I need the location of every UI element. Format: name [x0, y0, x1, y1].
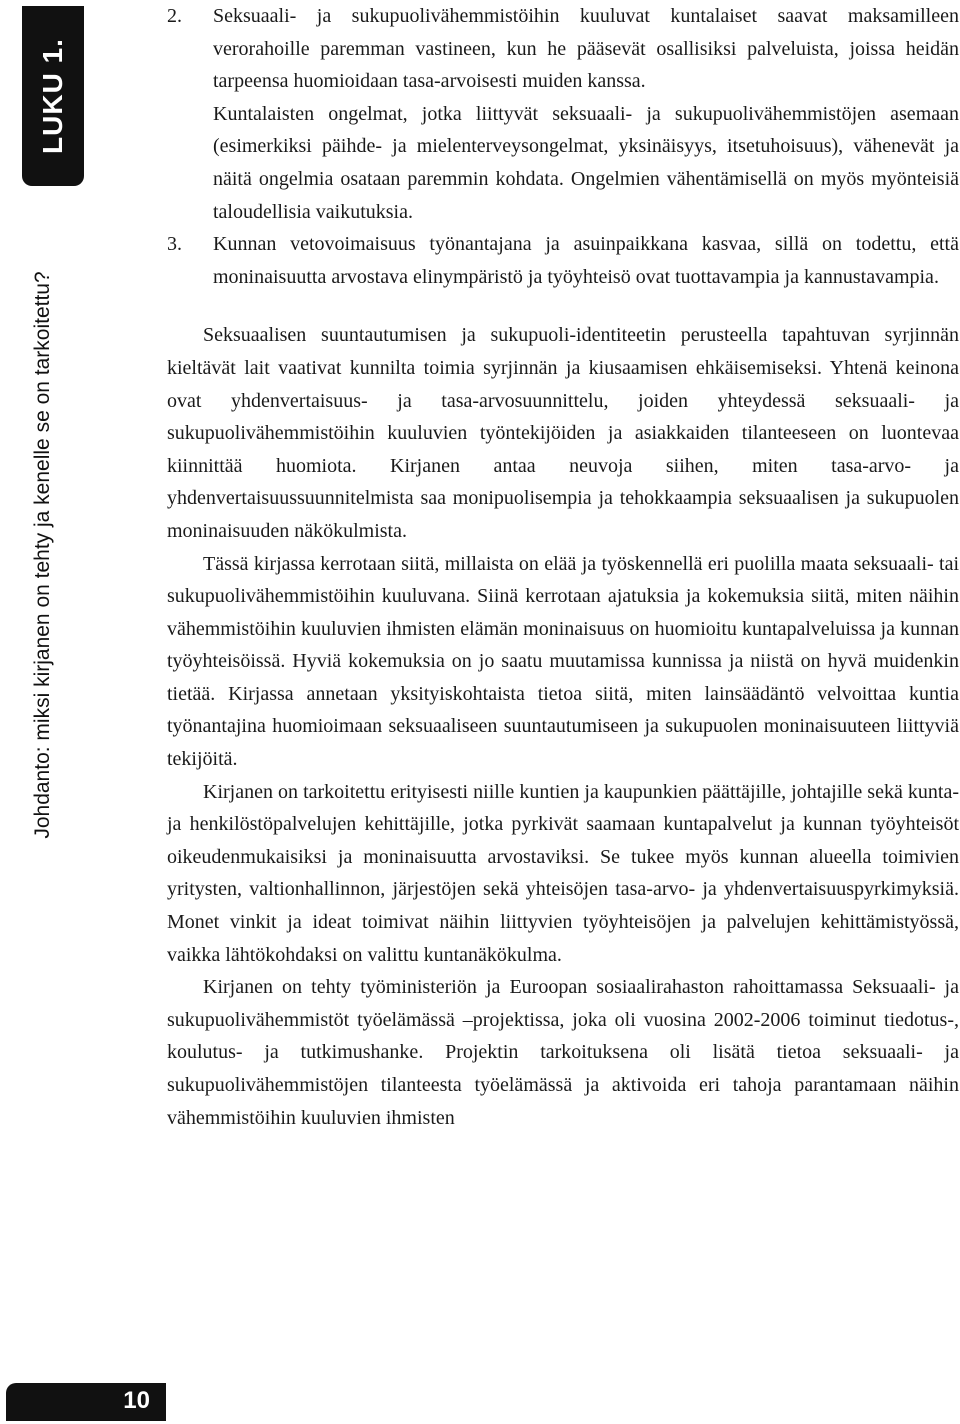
chapter-label: LUKU 1.	[37, 38, 68, 154]
list-paragraph: Kuntalaisten ongelmat, jotka liittyvät seksuaali- ja sukupuolivähemmistöjen asemaan (esimerkiksi päihde- ja mielenterveysongelmat, yksinäisyys, itsetuhoisuus), vähenevät ja näitä ongelmia osataan paremmin kohdata. Ongelmien vähentämisellä on myös myönteisiä taloudellisia vaikutuksia.	[213, 102, 959, 223]
list-number: 3.	[167, 233, 182, 256]
body-paragraph: Tässä kirjassa kerrotaan siitä, millaista on elää ja työskennellä eri puolilla maata seksuaali- tai sukupuolivähemmistöihin kuuluvana. Siinä kerrotaan ajatuksia ja kokemuksia siitä, miten näihin vähemmistöihin kuuluvien ihmisten elämän moninaisuus on huomioitu kuntapalveluissa ja kunnan työyhteisöissä. Hyviä kokemuksia on jo saatu muutamissa kunnissa ja niistä on hyvä muidenkin tietää. Kirjassa annetaan yksityiskohtaista tietoa siitä, miten lainsäädäntö velvoittaa kuntia työnantajina huomioimaan seksuaaliseen suuntautumiseen ja sukupuolen moninaisuuteen liittyviä tekijöitä.	[167, 552, 959, 771]
chapter-tab	[22, 6, 84, 186]
page-number	[6, 1383, 166, 1421]
list-number: 2.	[167, 5, 182, 27]
list-item-2	[167, 0, 959, 228]
list-item-3	[167, 228, 959, 293]
running-head-text: Johdanto: miksi kirjanen on tehty ja kenelle se on tarkoitettu?	[31, 271, 54, 839]
body-paragraph: Seksuaalisen suuntautumisen ja sukupuoli-identiteetin perusteella tapahtuvan syrjinnän kieltävät lait vaativat kunnilta toimia syrjinnän ja kiusaamisen ehkäisemiseksi. Yhtenä keinona ovat yhdenvertaisuus- ja tasa-arvosuunnittelu, joiden yhteydessä seksuaali- ja sukupuolivähemmistöihin kuuluvien työntekijöiden ja asiakkaiden tilanteeseen on luontevaa kiinnittää huomiota. Kirjanen antaa neuvoja siihen, miten tasa-arvo- ja yhdenvertaisuussuunnitelmista saa monipuolisempia ja tehokkaampia seksuaalisen ja sukupuolen moninaisuuden näkökulmista.	[167, 324, 959, 542]
page-content	[167, 0, 959, 1134]
body-paragraph: Kirjanen on tarkoitettu erityisesti niille kuntien ja kaupunkien päättäjille, johtajille sekä kunta- ja henkilöstöpalvelujen kehittäjille, jotka pyrkivät saamaan kuntapalvelut ja kunnan työyhteisöt oikeudenmukaisiksi ja moninaisuutta arvostaviksi. Se tukee myös kunnan alueella toimivien yritysten, valtionhallinnon, järjestöjen sekä yhteisöjen tasa-arvo- ja yhdenvertaisuuspyrkimyksiä. Monet vinkit ja ideat toimivat näihin liittyvien työyhteisöjen ja palvelujen kehittämistyössä, vaikka lähtökohdaksi on valittu kuntanäkökulma.	[167, 780, 959, 966]
running-head	[25, 230, 61, 880]
list-paragraph: Seksuaali- ja sukupuolivähemmistöihin kuuluvat kuntalaiset saavat maksamilleen verorahoille paremman vastineen, kun he pääsevät osallisiksi palveluista, joissa heidän tarpeensa huomioidaan tasa-arvoisesti muiden kanssa.	[213, 5, 959, 93]
body-paragraph: Kirjanen on tehty työministeriön ja Euroopan sosiaalirahaston rahoittamassa Seksuaali- ja sukupuolivähemmistöt työelämässä –projektissa, joka oli vuosina 2002-2006 toiminut tiedotus-, koulutus- ja tutkimushanke. Projektin tarkoituksena oli lisätä tietoa seksuaali- ja sukupuolivähemmistöjen tilanteesta työelämässä ja aktivoida eri tahoja parantamaan näihin vähemmistöihin kuuluvien ihmisten	[167, 976, 959, 1129]
page-number-text: 10	[123, 1387, 150, 1414]
list-paragraph: Kunnan vetovoimaisuus työnantajana ja asuinpaikkana kasvaa, sillä on todettu, että moninaisuutta arvostava elinympäristö ja työyhteisö ovat tuottavampia ja kannustavampia.	[213, 233, 959, 288]
